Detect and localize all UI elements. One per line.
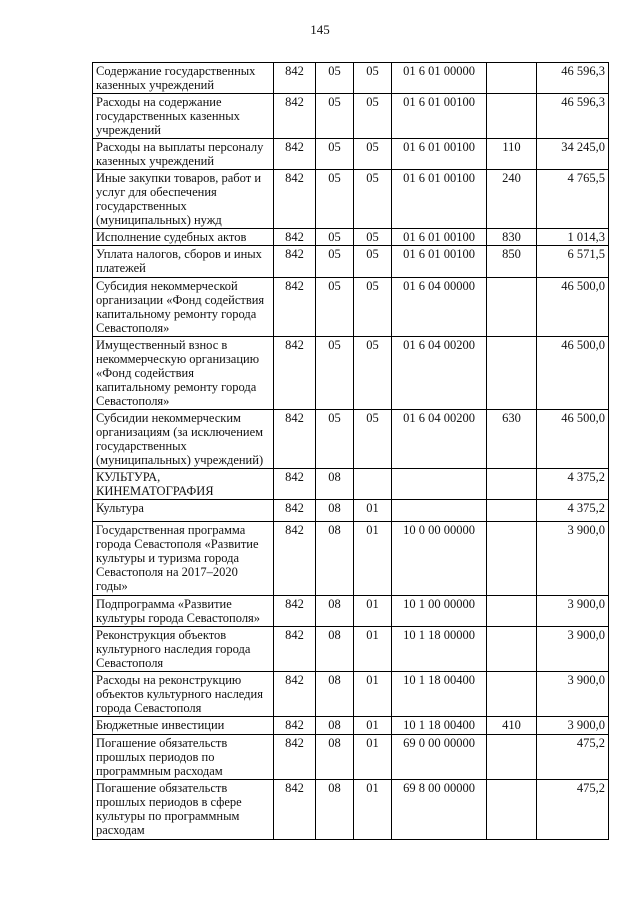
row-vr xyxy=(487,522,537,596)
row-pr xyxy=(354,469,392,500)
row-sum: 3 900,0 xyxy=(537,672,609,717)
row-name: Реконструкция объектов культурного наследия города Севастополя xyxy=(93,627,274,672)
table-row xyxy=(93,94,609,139)
row-name: Исполнение судебных актов xyxy=(93,229,274,246)
row-rz: 05 xyxy=(316,94,354,139)
row-name: Имущественный взнос в некоммерческую организацию «Фонд содействия капитальному ремонту города Севастополя» xyxy=(93,337,274,410)
row-rz: 08 xyxy=(316,500,354,522)
row-ved: 842 xyxy=(274,522,316,596)
row-vr xyxy=(487,94,537,139)
row-ved: 842 xyxy=(274,717,316,735)
row-pr: 05 xyxy=(354,410,392,469)
table-row xyxy=(93,337,609,410)
row-sum: 46 500,0 xyxy=(537,278,609,337)
table-row xyxy=(93,410,609,469)
row-vr xyxy=(487,627,537,672)
row-ved: 842 xyxy=(274,627,316,672)
table-row xyxy=(93,717,609,735)
row-pr: 01 xyxy=(354,735,392,780)
table-row xyxy=(93,63,609,94)
budget-table xyxy=(92,62,609,840)
row-pr: 01 xyxy=(354,522,392,596)
row-csr: 10 1 00 00000 xyxy=(392,596,487,627)
row-vr: 110 xyxy=(487,139,537,170)
row-csr: 01 6 01 00100 xyxy=(392,139,487,170)
table-row xyxy=(93,229,609,246)
row-vr xyxy=(487,337,537,410)
row-name: Культура xyxy=(93,500,274,522)
table-row xyxy=(93,735,609,780)
row-vr xyxy=(487,672,537,717)
row-csr: 01 6 04 00200 xyxy=(392,410,487,469)
row-sum: 4 375,2 xyxy=(537,500,609,522)
row-vr xyxy=(487,780,537,840)
row-rz: 05 xyxy=(316,246,354,278)
row-ved: 842 xyxy=(274,410,316,469)
row-name: Подпрограмма «Развитие культуры города Севастополя» xyxy=(93,596,274,627)
row-rz: 08 xyxy=(316,627,354,672)
row-ved: 842 xyxy=(274,596,316,627)
row-csr: 01 6 01 00100 xyxy=(392,246,487,278)
row-rz: 05 xyxy=(316,229,354,246)
row-name: Расходы на содержание государственных казенных учреждений xyxy=(93,94,274,139)
row-csr: 10 1 18 00400 xyxy=(392,717,487,735)
row-name: КУЛЬТУРА, КИНЕМАТОГРАФИЯ xyxy=(93,469,274,500)
row-rz: 08 xyxy=(316,735,354,780)
row-pr: 01 xyxy=(354,780,392,840)
row-ved: 842 xyxy=(274,337,316,410)
row-rz: 05 xyxy=(316,278,354,337)
row-csr: 01 6 04 00200 xyxy=(392,337,487,410)
row-sum: 46 500,0 xyxy=(537,410,609,469)
row-pr: 05 xyxy=(354,278,392,337)
row-vr xyxy=(487,735,537,780)
table-row xyxy=(93,522,609,596)
row-name: Субсидии некоммерческим организациям (за исключением государственных (муниципальных) учреждений) xyxy=(93,410,274,469)
row-name: Уплата налогов, сборов и иных платежей xyxy=(93,246,274,278)
page-number: 145 xyxy=(310,22,330,37)
row-csr: 01 6 04 00000 xyxy=(392,278,487,337)
table-row xyxy=(93,500,609,522)
row-csr: 10 1 18 00000 xyxy=(392,627,487,672)
row-csr: 10 0 00 00000 xyxy=(392,522,487,596)
row-ved: 842 xyxy=(274,780,316,840)
row-sum: 1 014,3 xyxy=(537,229,609,246)
row-sum: 4 765,5 xyxy=(537,170,609,229)
table-row xyxy=(93,596,609,627)
row-sum: 46 500,0 xyxy=(537,337,609,410)
row-csr: 10 1 18 00400 xyxy=(392,672,487,717)
row-name: Расходы на реконструкцию объектов культурного наследия города Севастополя xyxy=(93,672,274,717)
row-pr: 01 xyxy=(354,627,392,672)
row-vr: 410 xyxy=(487,717,537,735)
row-sum: 46 596,3 xyxy=(537,94,609,139)
row-sum: 34 245,0 xyxy=(537,139,609,170)
row-sum: 3 900,0 xyxy=(537,522,609,596)
row-pr: 05 xyxy=(354,170,392,229)
row-name: Иные закупки товаров, работ и услуг для обеспечения государственных (муниципальных) нужд xyxy=(93,170,274,229)
row-rz: 05 xyxy=(316,63,354,94)
table-row xyxy=(93,246,609,278)
row-rz: 08 xyxy=(316,522,354,596)
row-ved: 842 xyxy=(274,170,316,229)
row-rz: 08 xyxy=(316,672,354,717)
row-rz: 08 xyxy=(316,717,354,735)
row-ved: 842 xyxy=(274,229,316,246)
row-ved: 842 xyxy=(274,500,316,522)
row-vr: 830 xyxy=(487,229,537,246)
row-ved: 842 xyxy=(274,672,316,717)
row-pr: 05 xyxy=(354,94,392,139)
row-name: Содержание государственных казенных учреждений xyxy=(93,63,274,94)
row-csr: 69 0 00 00000 xyxy=(392,735,487,780)
row-csr xyxy=(392,500,487,522)
row-vr xyxy=(487,63,537,94)
row-name: Погашение обязательств прошлых периодов в сфере культуры по программным расходам xyxy=(93,780,274,840)
row-sum: 46 596,3 xyxy=(537,63,609,94)
table-row xyxy=(93,139,609,170)
row-pr: 01 xyxy=(354,596,392,627)
row-vr: 850 xyxy=(487,246,537,278)
row-vr xyxy=(487,500,537,522)
row-ved: 842 xyxy=(274,139,316,170)
row-csr xyxy=(392,469,487,500)
row-pr: 01 xyxy=(354,717,392,735)
row-vr: 240 xyxy=(487,170,537,229)
table-row xyxy=(93,780,609,840)
row-pr: 05 xyxy=(354,139,392,170)
table-row xyxy=(93,672,609,717)
row-sum: 3 900,0 xyxy=(537,596,609,627)
row-vr xyxy=(487,278,537,337)
row-rz: 08 xyxy=(316,596,354,627)
row-ved: 842 xyxy=(274,246,316,278)
row-name: Расходы на выплаты персоналу казенных учреждений xyxy=(93,139,274,170)
row-ved: 842 xyxy=(274,278,316,337)
row-sum: 3 900,0 xyxy=(537,717,609,735)
row-vr: 630 xyxy=(487,410,537,469)
row-pr: 01 xyxy=(354,672,392,717)
row-csr: 01 6 01 00100 xyxy=(392,170,487,229)
row-rz: 08 xyxy=(316,469,354,500)
table-row xyxy=(93,469,609,500)
row-ved: 842 xyxy=(274,735,316,780)
row-pr: 05 xyxy=(354,229,392,246)
row-rz: 05 xyxy=(316,337,354,410)
row-sum: 475,2 xyxy=(537,780,609,840)
row-rz: 05 xyxy=(316,139,354,170)
row-name: Государственная программа города Севастополя «Развитие культуры и туризма города Севастополя на 2017–2020 годы» xyxy=(93,522,274,596)
row-name: Погашение обязательств прошлых периодов по программным расходам xyxy=(93,735,274,780)
row-rz: 08 xyxy=(316,780,354,840)
table-row xyxy=(93,170,609,229)
row-sum: 475,2 xyxy=(537,735,609,780)
row-sum: 3 900,0 xyxy=(537,627,609,672)
row-vr xyxy=(487,469,537,500)
row-sum: 6 571,5 xyxy=(537,246,609,278)
row-rz: 05 xyxy=(316,410,354,469)
row-ved: 842 xyxy=(274,94,316,139)
row-csr: 01 6 01 00100 xyxy=(392,229,487,246)
table-row xyxy=(93,278,609,337)
row-ved: 842 xyxy=(274,469,316,500)
row-csr: 01 6 01 00100 xyxy=(392,94,487,139)
row-pr: 05 xyxy=(354,63,392,94)
row-rz: 05 xyxy=(316,170,354,229)
row-name: Субсидия некоммерческой организации «Фонд содействия капитальному ремонту города Севастополя» xyxy=(93,278,274,337)
row-vr xyxy=(487,596,537,627)
row-pr: 05 xyxy=(354,337,392,410)
row-sum: 4 375,2 xyxy=(537,469,609,500)
row-name: Бюджетные инвестиции xyxy=(93,717,274,735)
row-pr: 01 xyxy=(354,500,392,522)
table-row xyxy=(93,627,609,672)
row-csr: 01 6 01 00000 xyxy=(392,63,487,94)
row-csr: 69 8 00 00000 xyxy=(392,780,487,840)
row-ved: 842 xyxy=(274,63,316,94)
row-pr: 05 xyxy=(354,246,392,278)
